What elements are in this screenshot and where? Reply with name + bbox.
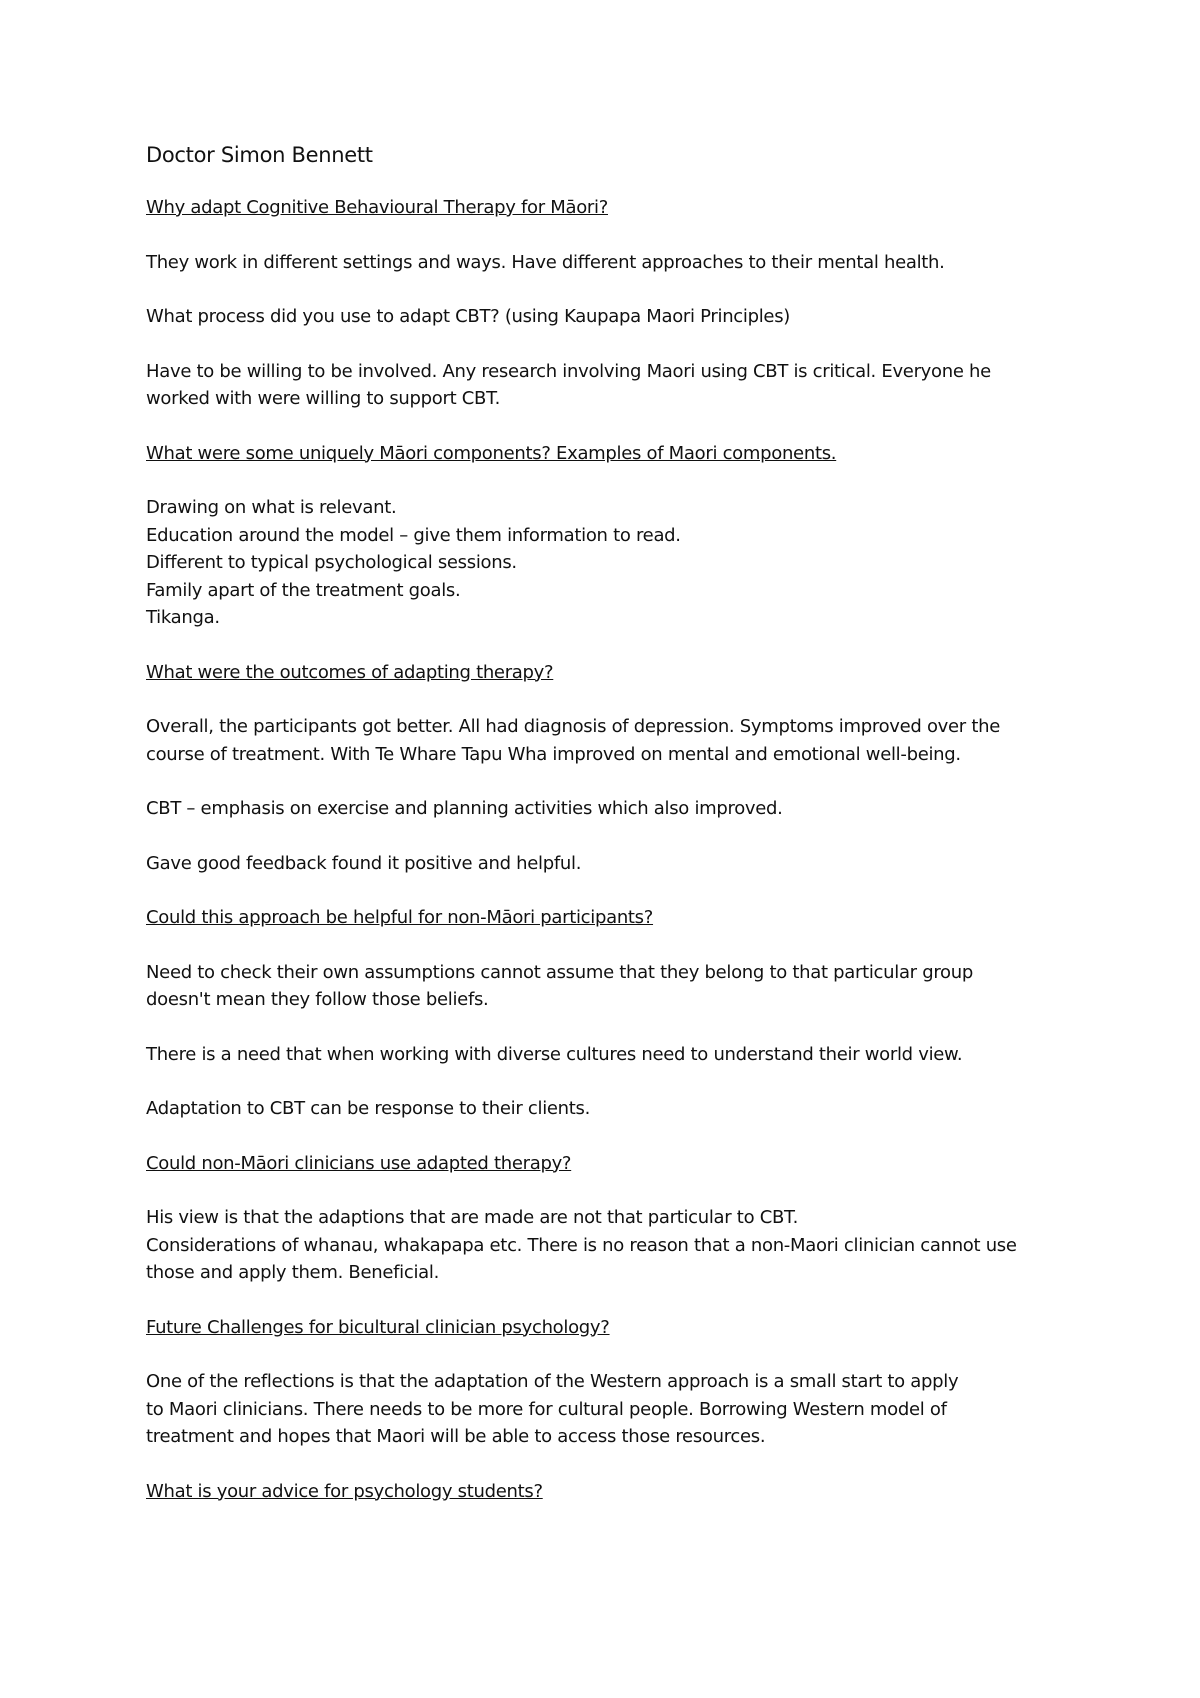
answer-non-maori-participants-p3: Adaptation to CBT can be response to their clients. [146, 1098, 591, 1119]
answer-non-maori-clinicians [146, 1204, 1066, 1287]
question-outcomes: What were the outcomes of adapting therapy? [146, 661, 554, 683]
component-item: Tikanga. [146, 607, 220, 628]
answer-challenges-line: One of the reflections is that the adaptation of the Western approach is a small start to apply [146, 1371, 959, 1392]
answer-participants-line: Need to check their own assumptions cannot assume that they belong to that particular group [146, 961, 973, 983]
question-process: What process did you use to adapt CBT? (using Kaupapa Maori Principles) [146, 306, 790, 327]
answer-participants-line: doesn't mean they follow those beliefs. [146, 989, 489, 1010]
answer-maori-components [146, 494, 1066, 632]
answer-why-adapt: They work in different settings and ways. Have different approaches to their mental health. [146, 251, 945, 273]
component-item: Education around the model – give them information to read. [146, 524, 681, 546]
question-non-maori-clinicians: Could non-Māori clinicians use adapted therapy? [146, 1152, 572, 1174]
answer-challenges-line: treatment and hopes that Maori will be able to access those resources. [146, 1426, 766, 1447]
question-maori-components: What were some uniquely Māori components? Examples of Maori components. [146, 442, 837, 464]
answer-non-maori-participants-p2: There is a need that when working with diverse cultures need to understand their world view. [146, 1043, 963, 1065]
question-why-adapt: Why adapt Cognitive Behavioural Therapy for Māori? [146, 197, 608, 218]
question-advice-students: What is your advice for psychology students? [146, 1480, 543, 1502]
answer-process-line: Have to be willing to be involved. Any research involving Maori using CBT is critical. Everyone he [146, 360, 991, 382]
answer-outcomes-p1 [146, 713, 1066, 768]
answer-future-challenges [146, 1368, 1066, 1451]
component-item: Family apart of the treatment goals. [146, 579, 461, 601]
answer-process [146, 358, 1066, 413]
answer-process-line: worked with were willing to support CBT. [146, 388, 501, 409]
component-item: Drawing on what is relevant. [146, 497, 397, 518]
answer-outcomes-line: course of treatment. With Te Whare Tapu Wha improved on mental and emotional well-being. [146, 743, 961, 765]
question-future-challenges: Future Challenges for bicultural clinician psychology? [146, 1316, 610, 1338]
answer-clinicians-line: Considerations of whanau, whakapapa etc. There is no reason that a non-Maori clinician cannot use [146, 1234, 1017, 1256]
question-non-maori-participants: Could this approach be helpful for non-Māori participants? [146, 907, 654, 928]
answer-outcomes-p2: CBT – emphasis on exercise and planning activities which also improved. [146, 798, 783, 819]
document-page [146, 140, 1066, 1532]
answer-outcomes-line: Overall, the participants got better. All had diagnosis of depression. Symptoms improved over the [146, 716, 1000, 737]
answer-clinicians-line: His view is that the adaptions that are made are not that particular to CBT. [146, 1207, 798, 1228]
component-item: Different to typical psychological sessions. [146, 552, 517, 573]
answer-non-maori-participants-p1 [146, 959, 1066, 1014]
answer-clinicians-line: those and apply them. Beneficial. [146, 1262, 440, 1283]
answer-challenges-line: to Maori clinicians. There needs to be more for cultural people. Borrowing Western model of [146, 1398, 947, 1420]
document-title: Doctor Simon Bennett [146, 143, 373, 167]
answer-outcomes-p3: Gave good feedback found it positive and helpful. [146, 852, 582, 874]
